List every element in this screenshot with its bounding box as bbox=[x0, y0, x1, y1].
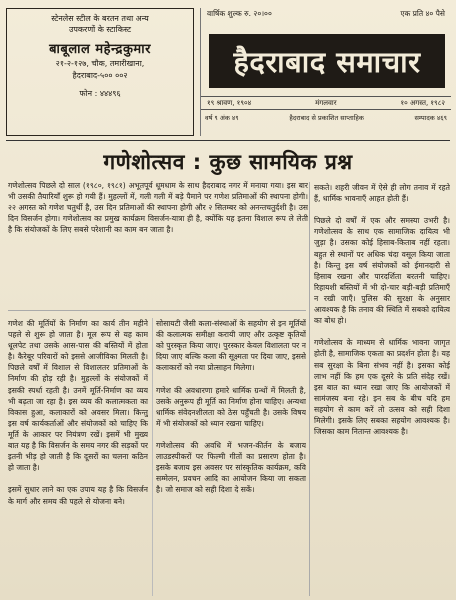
hindi-date: १९ श्रावण, १९०४ bbox=[207, 99, 252, 107]
article-column-1: गणेश की मूर्तियों के निर्माण का कार्य तीन महीने पहले से शुरू हो जाता है। मूल रूप से यह काम धूलपेट तथा उसके आस-पास की बस्तियों में होता है। कैरेबूर परिवारों को इससे आजीविका मिलती है। पिछले वर्षों में विशाल से विशालतर प्रतिमाओं के निर्माण की होड़ रही है। मुहल्लों के संयोजकों में इसकी स्पर्धा रहती है। उनमें मूर्ति-निर्माण का व्यय भी बढ़ता जा रहा है। इस व्यय की कलात्मकता का विकास हुआ, कलाकारों को अवसर मिला। किन्तु इस वर्ष कार्यकर्ताओं और संयोजकों को चाहिए कि मूर्ति के आकार पर नियंत्रण रखें। इसमें भी मुख्य बात यह है कि विसर्जन के समय नगर की सड़कों पर इतनी भीड़ हो जाती है कि दूसरों का चलना कठिन हो जाता है। इसमें सुधार लाने का एक उपाय यह है कि विसर्जन के मार्ग और समय की पहले से योजना बने। bbox=[8, 319, 148, 506]
masthead-bottom-row bbox=[201, 112, 451, 124]
masthead-top-row bbox=[201, 8, 451, 20]
subscription-price: वार्षिक शुल्क रु. २०।०० bbox=[207, 9, 272, 18]
advert-city: हैदराबाद-५०० ००२ bbox=[72, 71, 128, 80]
single-copy-price: एक प्रति ४० पैसे bbox=[400, 9, 445, 18]
advert-phone: फोन : ४४४९६ bbox=[79, 89, 121, 98]
advert-firm-name: बाबूलाल महेन्द्रकुमार bbox=[49, 42, 151, 57]
article-column-3: सकते। शहरी जीवन में ऐसे ही लोग तनाव में रहते हैं, धार्मिक भावनाएँ आहत होती हैं। पिछले दो वर्षों में एक और समस्या उभरी है। गणेशोत्सव के साथ एक सामाजिक दायित्व भी जुड़ा है। उसका कोई हिसाब-किताब नहीं रहता। बहुत से स्थानों पर अधिक चंदा वसूल किया जाता है। किन्तु इस वर्ष संयोजकों को ईमानदारी से हिसाब रखना और पारदर्शिता बरतनी चाहिए। रिहायशी बस्तियों में भी दो-चार बड़ी-बड़ी प्रतिमाएँ न रखी जाएँ। पुलिस की सुरक्षा के अनुसार आवश्यक है कि तनाव की स्थिति में सबको दायित्व का बोध हो। गणेशोत्सव के माध्यम से धार्मिक भावना जागृत होती है, सामाजिक एकता का प्रदर्शन होता है। यह सब सुरक्षा के बिना संभव नहीं है। इसका कोई लाभ नहीं कि हम एक दूसरे के प्रति संदेह रखें। इस बात का ध्यान रखा जाए कि आयोजकों में सामंजस्य बना रहे। इन सब के बीच यदि हम सहयोग से काम करें तो उत्सव को सही दिशा मिलेगी। इसके लिए सबका सहयोग आवश्यक है। जिसका काम नितान्त आवश्यक है। bbox=[314, 183, 450, 437]
article-column-2: सोसायटी जैसी कला-संस्थाओं के सहयोग से इन मूर्तियों की कलात्मक समीक्षा करायी जाए और उत्कृष्ट कृतियों को पुरस्कृत किया जाए। पुरस्कार केवल विशालता पर न दिया जाए बल्कि कला की सूक्ष्मता पर दिया जाए, इससे कलाकारों को नया प्रोत्साहन मिलेगा। गणेश की अवधारणा हमारे धार्मिक ग्रन्थों में मिलती है, उसके अनुरूप ही मूर्ति का निर्माण होना चाहिए। अन्यथा धार्मिक संवेदनशीलता को ठेस पहुँचती है। उसके विषय में भी संयोजकों को ध्यान रखना चाहिए। गणेशोत्सव की अवधि में भजन-कीर्तन के बजाय लाउडस्पीकरों पर फिल्मी गीतों का प्रसारण होता है। इसके बजाय इस अवसर पर सांस्कृतिक कार्यक्रम, कवि सम्मेलन, प्रवचन आदि का आयोजन किया जा सकता है। जो समाज को सही दिशा दे सकें। bbox=[156, 319, 306, 495]
newspaper-title: हैदराबाद समाचार bbox=[209, 34, 445, 88]
masthead bbox=[200, 8, 451, 136]
column-divider-right bbox=[309, 182, 310, 596]
column-divider-left bbox=[152, 318, 153, 596]
issue-date: १० अगस्त, १९८२ bbox=[400, 99, 445, 107]
volume-issue: वर्ष ९ अंक ४९ bbox=[205, 114, 239, 122]
article-headline: गणेशोत्सव : कुछ सामयिक प्रश्न bbox=[103, 150, 353, 174]
editor-label: सम्पादक ४६९ bbox=[414, 114, 447, 122]
tagline: हैदराबाद से प्रकाशित साप्ताहिक bbox=[289, 114, 364, 122]
intro-divider bbox=[8, 310, 306, 311]
masthead-date-row bbox=[201, 96, 451, 110]
advertisement-box bbox=[6, 8, 194, 136]
advert-line-2: उपकरणों के स्टाकिस्ट bbox=[68, 25, 131, 34]
header-divider bbox=[6, 140, 450, 141]
advert-address: २१-२-१२७, चौक, तमारीखाना, bbox=[55, 59, 145, 68]
advert-line-1: स्टेनलेस स्टील के बरतन तथा अन्य bbox=[51, 14, 149, 23]
article-intro: गणेशोत्सव पिछले दो साल (१९८०, १९८१) अभूतपूर्व धूमधाम के साथ हैदराबाद नगर में मनाया गया। इस बार भी उसकी तैयारियाँ शुरू हो गयी हैं। मुहल्लों में, गली गली में बड़े पैमाने पर गणेश प्रतिमाओं की स्थापना होगी। २२ अगस्त को गणेश चतुर्थी है, उस दिन प्रतिमाओं की स्थापना होगी और २ सितम्बर को अनन्तचतुर्दशी है। उस दिन विसर्जन होगा। गणेशोत्सव का प्रमुख कार्यक्रम विसर्जन-यात्रा ही है, क्योंकि यह इतना विशाल रूप ले लेती है कि संयोजकों के लिए सबसे परेशानी का काम बन जाता है। bbox=[8, 181, 308, 235]
weekday: मंगलवार bbox=[315, 99, 337, 107]
